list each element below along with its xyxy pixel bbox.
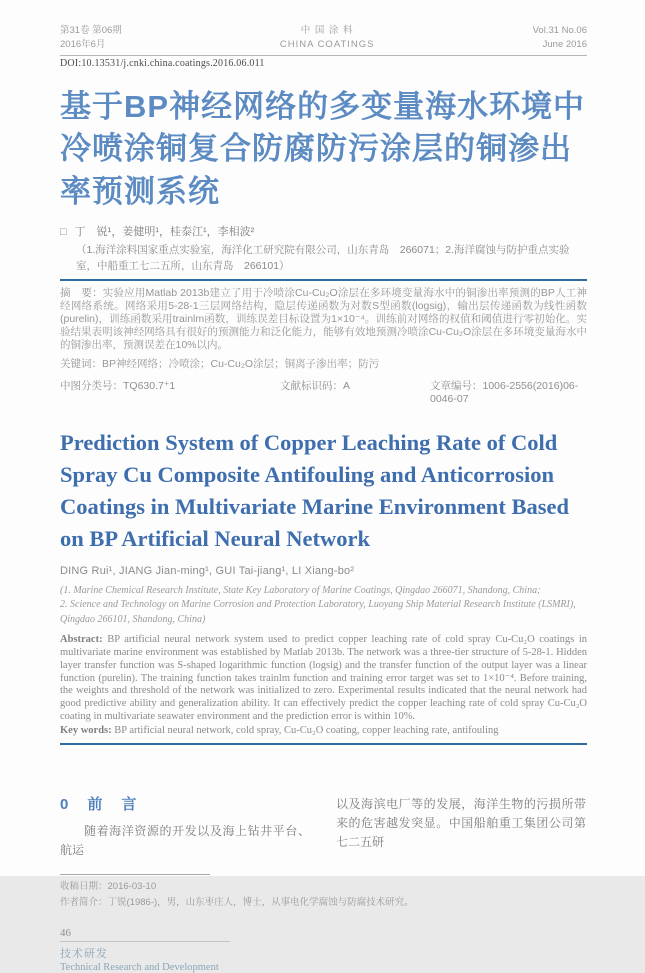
intro-paragraph-left: 随着海洋资源的开发以及海上钻井平台、航运 — [60, 823, 310, 857]
footnote-divider — [60, 874, 210, 875]
abstract-top-rule — [60, 279, 587, 281]
volume-issue-en: Vol.31 No.06 — [532, 25, 587, 36]
classification-row — [60, 378, 587, 405]
affiliation-en — [60, 584, 587, 628]
abstract-en-text: BP artificial neural network system used to predict copper leaching rate of cold spray Cu-Cu₂O coatings in multivariate marine environment was established by Matlab 2013b. The network was a three-tier structure of 5-28-1. Hidden layer transfer function was S-shaped logarithmic function (logsig) and the transfer function of the output layer was a linear function (purelin). The training function takes trainlm function and training error target was set to 1×10⁻⁴. Before training, the weights and threshold of the network was initialized to zero. Experimental results indicated that the neural network had good predictive ability and generalization ability. It can effectively predict the copper leaching rate of cold spray Cu-Cu₂O coating in multivariate seawater environment and the prediction error is within 10%. — [60, 634, 588, 722]
clc-label: 中图分类号： — [60, 379, 123, 392]
received-label: 收稿日期： — [60, 881, 108, 893]
article-number — [430, 378, 587, 405]
article-no-value: 1006-2556(2016)06-0046-07 — [430, 379, 579, 405]
bio-label: 作者简介： — [60, 897, 108, 909]
keywords-en — [60, 725, 587, 736]
author-marker: □ — [60, 225, 67, 238]
footnote-block — [60, 874, 587, 911]
abstract-cn-label: 摘 要： — [60, 287, 103, 300]
intro-column-left — [60, 793, 310, 860]
abstract-cn — [60, 287, 587, 352]
doc-code-label: 文献标识码： — [280, 379, 343, 392]
date-en: June 2016 — [542, 38, 587, 50]
article-title-cn: 基于BP神经网络的多变量海水环境中冷喷涂铜复合防腐防污涂层的铜渗出率预测系统 — [60, 88, 586, 210]
journal-header — [60, 24, 587, 52]
abstract-en — [60, 634, 587, 724]
header-divider — [60, 55, 587, 56]
authors-en: DING Rui¹, JIANG Jian-ming¹, GUI Tai-jiang¹, LI Xiang-bo² — [60, 564, 355, 577]
affiliation-en-line1: (1. Marine Chemical Research Institute, State Key Laboratory of Marine Coatings, Qingdao 266071, Shandong, China; — [60, 584, 541, 596]
header-right — [533, 24, 587, 52]
footer-column-cn: 技术研发 — [60, 948, 108, 961]
header-left — [60, 24, 122, 52]
page-number: 46 — [60, 927, 71, 940]
volume-issue-cn: 第31卷 第06期 — [60, 25, 122, 36]
keywords-cn-text: BP神经网络；冷喷涂；Cu-Cu₂O涂层；铜离子渗出率；防污 — [102, 357, 380, 370]
date-cn: 2016年6月 — [60, 38, 106, 50]
intro-paragraph-right: 以及海滨电厂等的发展，海洋生物的污损所带来的危害越发突显。中国船舶重工集团公司第七二五研 — [336, 796, 586, 850]
footer-column-en: Technical Research and Development — [60, 962, 219, 973]
received-date-line — [60, 879, 587, 895]
introduction-section — [60, 793, 587, 860]
keywords-en-text: BP artificial neural network, cold spray, Cu-Cu₂O coating, copper leaching rate, antifouling — [114, 724, 499, 736]
affiliation-en-line2: 2. Science and Technology on Marine Corrosion and Protection Laboratory, Luoyang Ship Material Research Institute (LSMRI), Qingdao 266101, Shandong, China) — [60, 599, 576, 625]
section-heading-intro: 0 前 言 — [60, 795, 139, 813]
clc-value: TQ630.7⁺1 — [123, 379, 176, 392]
keywords-cn-label: 关键词： — [60, 357, 102, 370]
received-date: 2016-03-10 — [107, 881, 157, 893]
doc-code — [280, 378, 430, 405]
authors-cn: 丁 锐¹，姜健明¹，桂泰江¹，李相波² — [74, 225, 255, 238]
page-footer — [60, 927, 587, 973]
keywords-cn — [60, 356, 587, 371]
abstract-en-label: Abstract: — [60, 634, 103, 646]
footer-divider — [60, 941, 230, 942]
clc-number — [60, 378, 280, 405]
intro-column-right — [336, 793, 586, 860]
abstract-cn-text: 实验应用Matlab 2013b建立了用于冷喷涂Cu-Cu₂O涂层在多环境变量海水中的铜渗出率预测的BP人工神经网络系统。网络采用5-28-1三层网络结构，隐层传递函数为对数S型函数(logsig)，输出层传递函数为线性函数(purelin)，训练函数采用trainlm函数，训练误差目标设置为1×10⁻⁴。训练前对网络的权值和阈值进行零初始化。实验结果表明该神经网络具有很好的预测能力和泛化能力，能够有效地预测冷喷涂Cu-Cu₂O涂层在多环境变量海水中的铜渗出率，预测误差在10%以内。 — [60, 287, 587, 351]
abstract-bottom-rule — [60, 743, 587, 745]
keywords-en-label: Key words: — [60, 724, 112, 736]
journal-name-en: CHINA COATINGS — [279, 38, 375, 50]
affiliation-cn: （1.海洋涂料国家重点实验室，海洋化工研究院有限公司，山东青岛 266071；2.海洋腐蚀与防护重点实验室，中船重工七二五所，山东青岛 266101） — [76, 243, 570, 272]
article-no-label: 文章编号： — [430, 379, 483, 392]
journal-name-cn: 中 国 涂 料 — [300, 25, 354, 36]
article-title-en: Prediction System of Copper Leaching Rate of Cold Spray Cu Composite Antifouling and Anticorrosion Coatings in Multivariate Marine Environment Based on BP Artificial Neural Network — [60, 429, 569, 551]
doi-line: DOI:10.13531/j.cnki.china.coatings.2016.06.011 — [60, 57, 265, 69]
authors-cn-row — [60, 223, 587, 239]
bio-text: 丁锐(1986-)，男，山东枣庄人，博士，从事电化学腐蚀与防腐技术研究。 — [107, 897, 414, 909]
header-center — [280, 24, 375, 52]
doc-code-value: A — [343, 379, 351, 392]
author-bio-line — [60, 895, 587, 911]
